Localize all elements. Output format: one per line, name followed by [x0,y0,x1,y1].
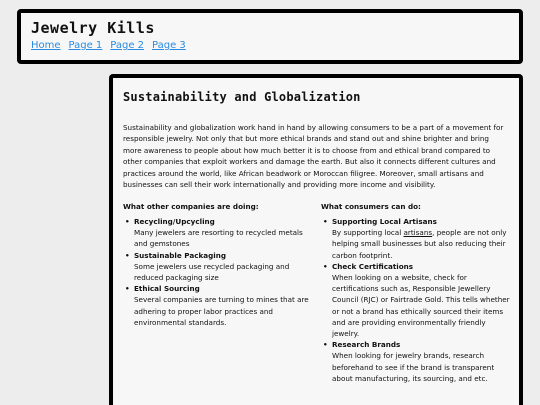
companies-list [123,216,313,328]
bullet-icon: • [323,217,328,226]
list-item [123,250,313,284]
main-nav [31,40,194,51]
list-item-title: Check Certifications [332,261,414,271]
site-title: Jewelry Kills [31,19,155,37]
list-item-title: Research Brands [332,340,401,350]
bullet-icon: • [323,261,328,271]
list-item [123,216,313,250]
desc-text-end: , people are not only helping small businesses but also reducing their carbon footprint. [332,228,507,260]
consumers-column [321,202,511,384]
list-item-title: Sustainable Packaging [134,250,226,260]
bullet-icon: • [125,250,130,260]
nav-link-home[interactable]: Home [31,40,61,51]
list-item-desc: Some jewelers use recycled packaging and reduced packaging size [134,261,290,283]
list-item-title: Recycling/Upcycling [134,217,215,226]
list-item-desc: Several companies are turning to mines that are adhering to proper labor practices and environmental standards. [134,295,309,327]
underlined-word: artisans [403,228,433,238]
nav-link-page-3[interactable]: Page 3 [152,40,186,51]
list-item-title: Ethical Sourcing [134,284,200,294]
consumers-list [321,216,511,384]
list-item [321,261,511,339]
companies-heading: What other companies are doing: [123,202,259,211]
nav-link-page-1[interactable]: Page 1 [68,40,103,51]
list-item [123,283,313,328]
list-item-desc: Many jewelers are resorting to recycled metals and gemstones [134,228,303,249]
list-item-desc [332,227,511,261]
desc-text-start: By supporting local [332,228,404,238]
section-title: Sustainability and Globalization [123,90,361,104]
site-header [17,9,523,64]
nav-link-page-2[interactable]: Page 2 [110,40,145,51]
bullet-icon: • [125,284,130,294]
list-item-desc: When looking on a website, check for certifications such as, Responsible Jewellery Council (RJC) or Fairtrade Gold. This tells whether or not a brand has ethically sourced their items and are providing environmentally friendly jewelry. [332,273,510,339]
bullet-icon: • [125,217,130,226]
companies-column [123,202,313,328]
list-item-title: Supporting Local Artisans [332,217,437,226]
bullet-icon: • [323,340,328,350]
list-item [321,216,511,261]
list-item-desc: When looking for jewelry brands, research beforehand to see if the brand is transparent about manufacturing, its sourcing, and etc. [332,351,495,383]
content-panel [109,74,523,405]
intro-paragraph: Sustainability and globalization work hand in hand by allowing consumers to be a part of a movement for responsible jewelry. Not only that but more ethical brands and stand out and shine brighter and bring more awareness to people about how much better it is to choose from and ethical brand compared to other companies that exploit workers and damage the earth. But also it connects different cultures and practices around the world, like African beadwork or Moroccan filigree. Moreover, small artisans and businesses can sell their work internationally and providing more income and visibility. [123,123,504,190]
list-item [321,339,511,384]
consumers-heading: What consumers can do: [321,202,421,211]
